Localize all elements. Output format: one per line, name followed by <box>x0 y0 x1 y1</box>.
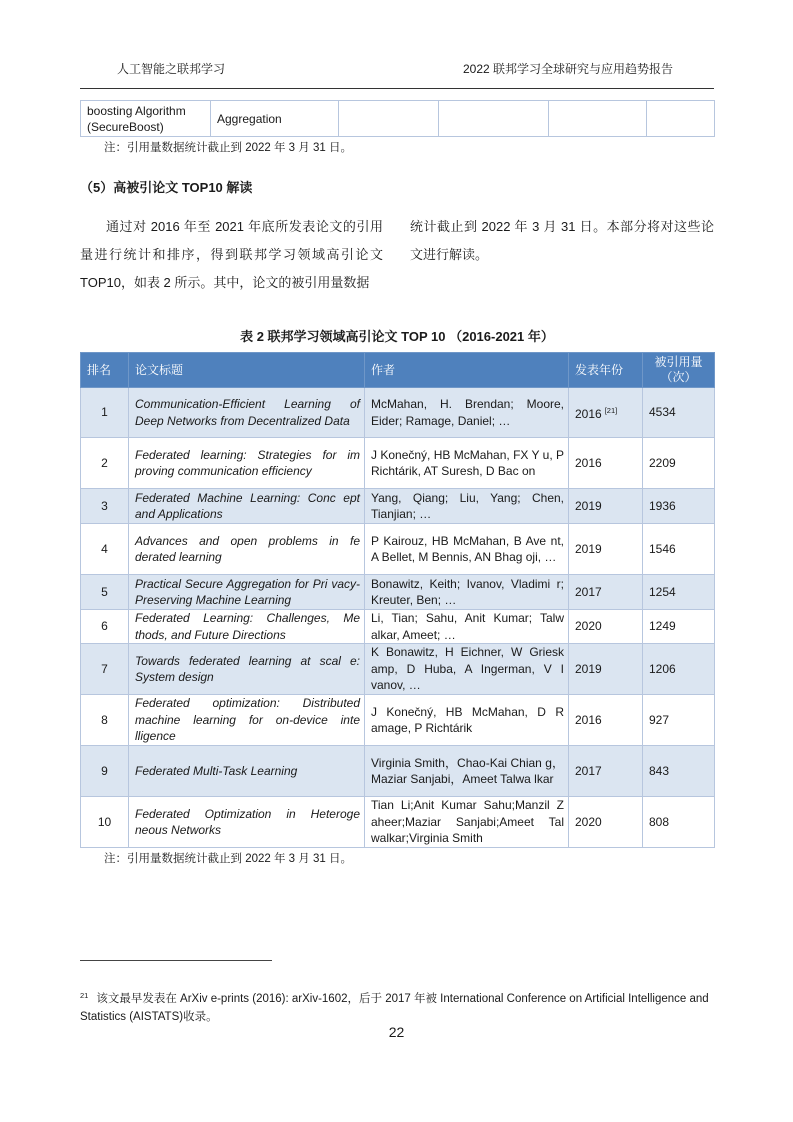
year-value: 2019 <box>575 498 602 513</box>
paragraph-right-column: 统计截止到 2022 年 3 月 31 日。本部分将对这些论文进行解读。 <box>410 219 714 262</box>
rank-cell: 8 <box>81 695 129 746</box>
table-row <box>81 524 715 575</box>
year-cell <box>569 524 643 575</box>
citations-cell: 927 <box>643 695 715 746</box>
year-value: 2019 <box>575 661 602 676</box>
paper-title-cell: Towards federated learning at scal e: System design <box>129 644 365 695</box>
year-value: 2017 <box>575 584 602 599</box>
year-value: 2016 <box>575 406 602 421</box>
authors-cell: J Konečný, HB McMahan, FX Y u, P Richtárik, AT Suresh, D Bac on <box>365 438 569 489</box>
table-row <box>81 695 715 746</box>
paper-title-cell: Federated Optimization in Heteroge neous Networks <box>129 797 365 848</box>
authors-cell: Bonawitz, Keith; Ivanov, Vladimi r; Kreuter, Ben; … <box>365 575 569 610</box>
table-cell <box>647 101 715 137</box>
authors-cell: P Kairouz, HB McMahan, B Ave nt, A Bellet, M Bennis, AN Bhag oji, … <box>365 524 569 575</box>
table-cell: boosting Algorithm (SecureBoost) <box>81 101 211 137</box>
year-value: 2017 <box>575 763 602 778</box>
year-value: 2020 <box>575 814 602 829</box>
citations-cell: 4534 <box>643 388 715 438</box>
year-value: 2019 <box>575 541 602 556</box>
paper-title-cell: Communication-Efficient Learning of Deep Networks from Decentralized Data <box>129 388 365 438</box>
year-cell <box>569 438 643 489</box>
year-cell <box>569 797 643 848</box>
authors-cell: Virginia Smith，Chao-Kai Chian g，Maziar Sanjabi，Ameet Talwa lkar <box>365 746 569 797</box>
year-cell <box>569 489 643 524</box>
rank-cell: 3 <box>81 489 129 524</box>
footnote-text: 该文最早发表在 ArXiv e-prints (2016): arXiv-1602，后于 2017 年被 International Conference on Artificial Intelligence and Statistics (AISTATS)收录。 <box>80 993 709 1023</box>
footnote-marker: 21 <box>80 991 89 1000</box>
rank-cell: 6 <box>81 610 129 644</box>
table-cell <box>339 101 439 137</box>
citations-cell: 843 <box>643 746 715 797</box>
paper-title-cell: Federated Machine Learning: Conc ept and Applications <box>129 489 365 524</box>
paragraph-left-column: 通过对 2016 年至 2021 年底所发表论文的引用量进行统计和排序，得到联邦学习领域高引论文 TOP10，如表 2 所示。其中，论文的被引用量数据 <box>80 219 383 290</box>
year-cell <box>569 575 643 610</box>
header-authors: 作者 <box>365 353 569 388</box>
header-divider <box>80 88 714 89</box>
year-value: 2020 <box>575 619 602 634</box>
citations-cell: 1936 <box>643 489 715 524</box>
table-row <box>81 746 715 797</box>
table-caption: 表 2 联邦学习领域高引论文 TOP 10 （2016-2021 年） <box>240 329 554 344</box>
rank-cell: 1 <box>81 388 129 438</box>
table-row <box>81 797 715 848</box>
paper-title-cell: Federated Multi-Task Learning <box>129 746 365 797</box>
header-citations: 被引用量（次） <box>643 353 715 388</box>
authors-cell: Tian Li;Anit Kumar Sahu;Manzil Z aheer;Maziar Sanjabi;Ameet Tal walkar;Virginia Smith <box>365 797 569 848</box>
table-row <box>81 489 715 524</box>
citations-cell: 1206 <box>643 644 715 695</box>
year-cell <box>569 746 643 797</box>
reference-marker[interactable]: [21] <box>604 405 618 415</box>
table-note: 注：引用量数据统计截止到 2022 年 3 月 31 日。 <box>104 142 352 154</box>
table-header-row <box>81 353 715 388</box>
citations-cell: 808 <box>643 797 715 848</box>
table-cell <box>549 101 647 137</box>
section-title: （5）高被引论文 TOP10 解读 <box>80 180 253 195</box>
year-value: 2016 <box>575 712 602 727</box>
footnote <box>80 987 714 1026</box>
paper-title-cell: Federated learning: Strategies for im proving communication efficiency <box>129 438 365 489</box>
table-note: 注：引用量数据统计截止到 2022 年 3 月 31 日。 <box>104 853 352 865</box>
rank-cell: 4 <box>81 524 129 575</box>
table-row <box>81 644 715 695</box>
paper-title-cell: Practical Secure Aggregation for Pri vacy-Preserving Machine Learning <box>129 575 365 610</box>
header-left-title: 人工智能之联邦学习 <box>117 62 226 76</box>
citations-cell: 1546 <box>643 524 715 575</box>
table-row <box>81 388 715 438</box>
paper-title-cell: Federated optimization: Distributed machine learning for on-device inte lligence <box>129 695 365 746</box>
citations-cell: 1254 <box>643 575 715 610</box>
citations-cell: 2209 <box>643 438 715 489</box>
header-title: 论文标题 <box>129 353 365 388</box>
table-row <box>81 575 715 610</box>
rank-cell: 2 <box>81 438 129 489</box>
citations-cell: 1249 <box>643 610 715 644</box>
rank-cell: 7 <box>81 644 129 695</box>
year-cell <box>569 695 643 746</box>
page-number: 22 <box>388 1024 405 1040</box>
rank-cell: 9 <box>81 746 129 797</box>
table-row <box>81 438 715 489</box>
year-cell <box>569 644 643 695</box>
authors-cell: K Bonawitz, H Eichner, W Griesk amp, D Huba, A Ingerman, V I vanov, … <box>365 644 569 695</box>
authors-cell: McMahan, H. Brendan; Moore, Eider; Ramage, Daniel; … <box>365 388 569 438</box>
continued-table <box>80 100 715 137</box>
authors-cell: J Konečný, HB McMahan, D R amage, P Richtárik <box>365 695 569 746</box>
table-cell: Aggregation <box>211 101 339 137</box>
top10-papers-table <box>80 352 715 848</box>
header-year: 发表年份 <box>569 353 643 388</box>
header-right-title: 2022 联邦学习全球研究与应用趋势报告 <box>462 62 673 76</box>
header-rank: 排名 <box>81 353 129 388</box>
table-row <box>81 610 715 644</box>
year-cell <box>569 610 643 644</box>
year-cell <box>569 388 643 438</box>
rank-cell: 5 <box>81 575 129 610</box>
paper-title-cell: Federated Learning: Challenges, Me thods, and Future Directions <box>129 610 365 644</box>
paper-title-cell: Advances and open problems in fe derated learning <box>129 524 365 575</box>
footnote-divider <box>80 960 272 961</box>
table-row <box>81 101 715 137</box>
authors-cell: Yang, Qiang; Liu, Yang; Chen, Tianjian; … <box>365 489 569 524</box>
rank-cell: 10 <box>81 797 129 848</box>
year-value: 2016 <box>575 455 602 470</box>
table-cell <box>439 101 549 137</box>
authors-cell: Li, Tian; Sahu, Anit Kumar; Talw alkar, Ameet; … <box>365 610 569 644</box>
